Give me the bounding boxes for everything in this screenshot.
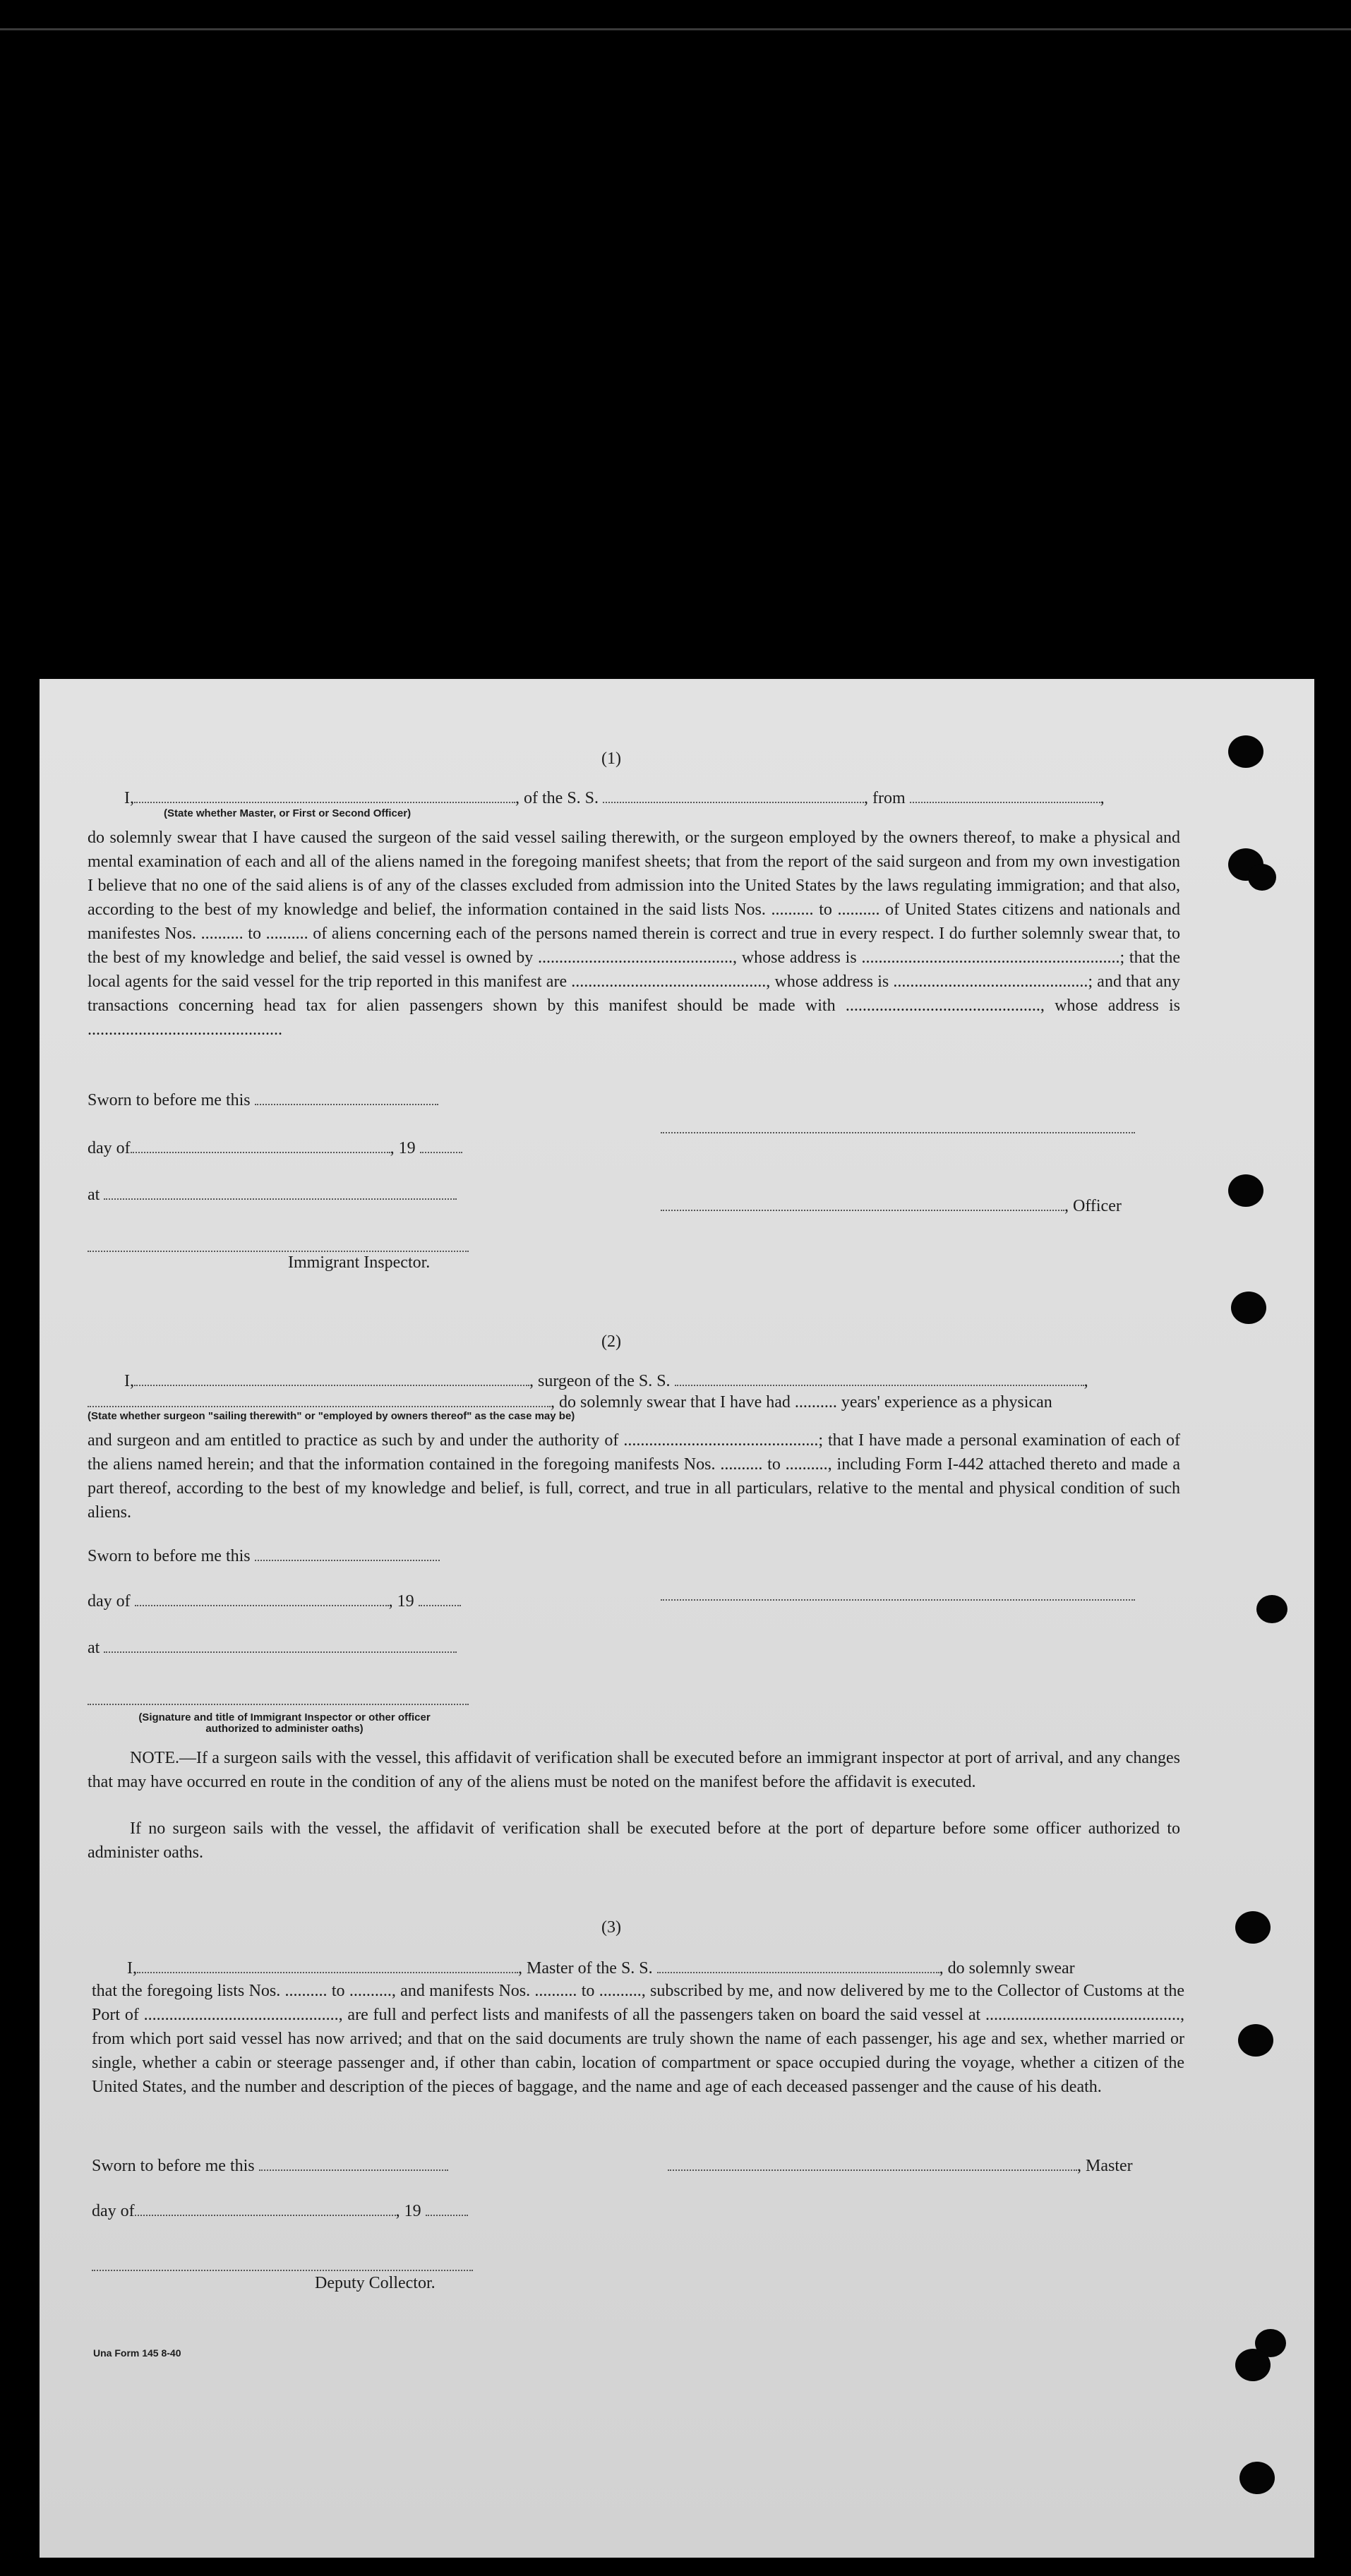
section-1-line-1: I, , of the S. S. , from , <box>124 786 1105 808</box>
section-2-line-2 <box>88 1390 1052 1412</box>
sworn-label: Sworn to before me this <box>92 2157 255 2175</box>
surgeon-name-blank <box>134 1369 529 1386</box>
section-1-sworn <box>88 1088 438 1110</box>
section-3-paragraph: that the foregoing lists Nos. .......... to .........., and manifests Nos. .......... to .........., subscribed by me, and now delivered by me to the Collector of Customs at the Port of .............................................., are full and perfect lists and manifests of all the passengers taken on board the said vessel at .............................................., from which port said vessel has now arrived; and that on the said documents are truly shown the name of each passenger, his age and sex, whether married or single, whether a cabin or steerage passenger and, if other than cabin, location of compartment or space occupied during the voyage, whether a citizen of the United States, and the number and description of the pieces of baggage, and the name and age of each deceased passenger and the cause of his death. <box>92 1982 1184 2096</box>
punch-hole <box>1228 1174 1263 1207</box>
section-1-number: (1) <box>601 750 621 768</box>
form-identifier: Una Form 145 8-40 <box>93 2347 181 2359</box>
punch-hole <box>1239 2462 1275 2494</box>
master-signature-blank <box>668 2154 1077 2171</box>
day-blank <box>135 2199 396 2216</box>
signature-line <box>661 1132 1135 1133</box>
text: I, <box>124 1372 134 1390</box>
section-3-line-1 <box>127 1956 1075 1978</box>
deputy-label: Deputy Collector. <box>315 2274 436 2292</box>
punch-hole <box>1256 1595 1287 1623</box>
document-page <box>40 679 1314 2558</box>
year-label: , 19 <box>388 1592 414 1611</box>
section-3-sworn <box>92 2154 448 2176</box>
section-3-number: (3) <box>601 1918 621 1937</box>
text: I, <box>127 1959 137 1978</box>
sworn-label: Sworn to before me this <box>88 1547 251 1565</box>
punch-hole <box>1248 864 1276 891</box>
year-blank <box>419 1589 461 1606</box>
text: , do solemnly swear that I have had .......... years' experience as a physican <box>551 1393 1052 1412</box>
section-2-at <box>88 1636 457 1658</box>
day-blank <box>135 1589 389 1606</box>
master-name-blank <box>137 1956 518 1973</box>
punch-hole <box>1235 2349 1271 2381</box>
text: I, <box>124 789 134 807</box>
day-label: day of <box>88 1592 131 1611</box>
note-2: If no surgeon sails with the vessel, the affidavit of verification shall be executed before at the port of departure before some officer authorized to administer oaths. <box>88 1819 1180 1862</box>
surgeon-type-blank <box>88 1390 551 1407</box>
section-2-day <box>88 1589 461 1611</box>
text: , do solemnly swear <box>939 1959 1075 1978</box>
master-name-blank <box>134 786 515 803</box>
master-label: , Master <box>1077 2157 1133 2175</box>
section-2-number: (2) <box>601 1332 621 1351</box>
day-label: day of <box>92 2202 135 2220</box>
top-border-line <box>0 28 1351 30</box>
officer-blank <box>661 1194 1064 1211</box>
signature-line <box>88 1704 469 1705</box>
sworn-blank <box>255 1544 440 1561</box>
section-1-caption: (State whether Master, or First or Second Officer) <box>164 807 412 819</box>
vessel-name-blank <box>603 786 864 803</box>
text: , from <box>864 789 906 807</box>
year-blank <box>426 2199 468 2216</box>
collector-line <box>92 2270 473 2271</box>
signature-line <box>661 1599 1135 1601</box>
section-1-officer <box>661 1194 1122 1216</box>
year-label: , 19 <box>390 1139 416 1157</box>
day-label: day of <box>88 1139 131 1157</box>
punch-hole <box>1228 735 1263 768</box>
section-1-day <box>88 1136 462 1158</box>
punch-hole <box>1235 1911 1271 1944</box>
section-2-line-1: I, , surgeon of the S. S. , <box>124 1369 1088 1391</box>
section-2-signature-caption: (Signature and title of Immigrant Inspector or other officer authorized to administer oaths) <box>138 1711 431 1735</box>
at-label: at <box>88 1639 100 1657</box>
at-blank <box>104 1636 457 1653</box>
at-label: at <box>88 1186 100 1204</box>
sworn-blank <box>259 2154 448 2171</box>
year-blank <box>420 1136 462 1153</box>
punch-hole <box>1238 2024 1273 2057</box>
text: , of the S. S. <box>515 789 599 807</box>
vessel-name-blank <box>657 1956 939 1973</box>
inspector-label: Immigrant Inspector. <box>288 1253 431 1272</box>
section-1-at <box>88 1183 457 1205</box>
sworn-blank <box>255 1088 438 1105</box>
text: , surgeon of the S. S. <box>529 1372 671 1390</box>
day-blank <box>131 1136 390 1153</box>
section-2-paragraph: and surgeon and am entitled to practice as such by and under the authority of ..............................................; that I have made a personal examination of each of the aliens named herein; and that the information contained in the foregoing manifests Nos. .......... to .........., including Form I-442 attached thereto and made a part thereof, according to the best of my knowledge and belief, is full, correct, and true in all particulars, relative to the mental and physical condition of such aliens. <box>88 1431 1180 1522</box>
text: , Master of the S. S. <box>518 1959 653 1978</box>
year-label: , 19 <box>395 2202 421 2220</box>
officer-label: , Officer <box>1064 1197 1122 1215</box>
section-2-caption: (State whether surgeon "sailing therewith" or "employed by owners thereof" as the case may be) <box>88 1410 575 1422</box>
note-1: NOTE.—If a surgeon sails with the vessel, this affidavit of verification shall be executed before an immigrant inspector at port of arrival, and any changes that may have occurred en route in the condition of any of the aliens must be noted on the manifest before the affidavit is executed. <box>88 1749 1180 1791</box>
section-2-sworn <box>88 1544 440 1566</box>
section-3-master <box>668 2154 1133 2176</box>
section-3-day <box>92 2199 468 2221</box>
vessel-name-blank <box>675 1369 1084 1386</box>
section-1-paragraph: do solemnly swear that I have caused the surgeon of the said vessel sailing therewith, or the surgeon employed by the owners thereof, to make a physical and mental examination of each and all of the aliens named in the foregoing manifest sheets; that from the report of the said surgeon and from my own investigation I believe that no one of the said aliens is of any of the classes excluded from admission into the United States by the laws regulating immigration; and that also, according to the best of my knowledge and belief, the information contained in the said lists Nos. .......... to .......... of United States citizens and nationals and manifestes Nos. .......... to .......... of aliens concerning each of the persons named therein is correct and true in every respect. I do further solemnly swear that, to the best of my knowledge and belief, the said vessel is owned by .............................................., whose address is .............................................................; that the local agents for the said vessel for the trip reported in this manifest are .............................................., whose address is ..............................................; and that any transactions concerning head tax for alien passengers shown by this manifest should be made with .............................................., whose address is .............................................. <box>88 829 1180 1039</box>
at-blank <box>104 1183 457 1200</box>
inspector-line <box>88 1251 469 1252</box>
sworn-label: Sworn to before me this <box>88 1091 251 1109</box>
from-port-blank <box>910 786 1100 803</box>
punch-hole <box>1231 1292 1266 1324</box>
